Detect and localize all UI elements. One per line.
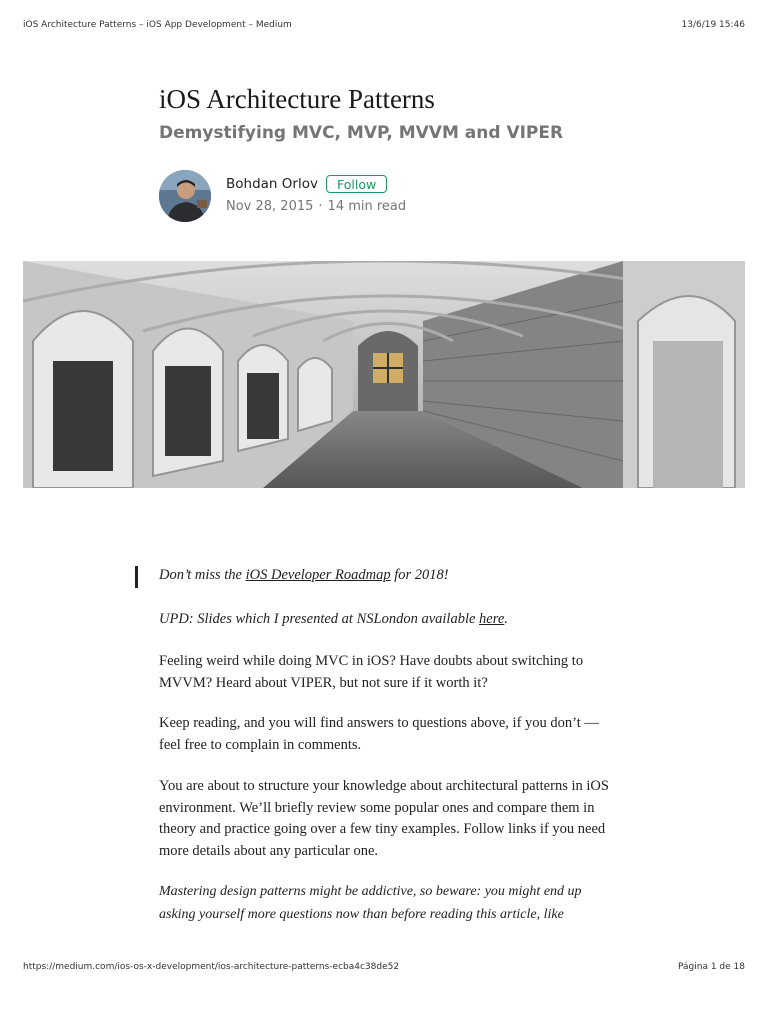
slides-link[interactable]: here bbox=[479, 611, 505, 627]
publish-date: Nov 28, 2015 bbox=[226, 199, 314, 214]
cloister-arches-photo-icon bbox=[23, 261, 745, 488]
paragraph-2-text: Keep reading, and you will find answers to questions above, if you don’t —feel free to complain in comments. bbox=[159, 715, 599, 753]
author-avatar[interactable] bbox=[159, 170, 211, 222]
paragraph-4 bbox=[159, 881, 607, 926]
follow-button[interactable]: Follow bbox=[326, 175, 387, 193]
paragraph-3-text: You are about to structure your knowledge about architectural patterns in iOS environment. We’ll briefly review some popular ones and compare them in theory and practice going over a few tiny examples. Follow links if you need more details about any particular one. bbox=[159, 778, 609, 859]
paragraph-2 bbox=[159, 713, 609, 756]
meta-separator: · bbox=[318, 199, 323, 214]
quote-prefix: Don’t miss the bbox=[159, 567, 246, 583]
article-title: iOS Architecture Patterns bbox=[159, 84, 435, 114]
paragraph-4-text: Mastering design patterns might be addictive, so beware: you might end up asking yourself more questions now than before reading this article, like bbox=[159, 884, 582, 922]
author-name[interactable]: Bohdan Orlov bbox=[226, 176, 318, 192]
upd-prefix: UPD: Slides which I presented at NSLondon available bbox=[159, 611, 480, 627]
roadmap-link[interactable]: iOS Developer Roadmap bbox=[245, 567, 391, 583]
print-header-datetime: 13/6/19 15:46 bbox=[681, 20, 745, 30]
paragraph-1 bbox=[159, 651, 609, 694]
quote-bar bbox=[135, 566, 138, 588]
roadmap-quote bbox=[159, 565, 609, 587]
print-footer-url: https://medium.com/ios-os-x-development/ios-architecture-patterns-ecba4c38de52 bbox=[23, 962, 400, 972]
print-header bbox=[23, 20, 745, 30]
hero-image bbox=[23, 261, 745, 488]
print-footer bbox=[23, 962, 745, 972]
upd-paragraph bbox=[159, 609, 609, 631]
print-footer-page: Página 1 de 18 bbox=[678, 962, 745, 972]
article-meta bbox=[226, 199, 406, 214]
paragraph-1-text: Feeling weird while doing MVC in iOS? Have doubts about switching to MVVM? Heard about VIPER, but not sure if it worth it? bbox=[159, 653, 584, 691]
paragraph-3 bbox=[159, 776, 609, 862]
quote-suffix: for 2018! bbox=[390, 567, 449, 583]
print-header-title: iOS Architecture Patterns – iOS App Development – Medium bbox=[23, 20, 292, 30]
article-subtitle: Demystifying MVC, MVP, MVVM and VIPER bbox=[159, 123, 564, 143]
avatar-portrait-icon bbox=[159, 170, 211, 222]
upd-suffix: . bbox=[504, 611, 508, 627]
read-time: 14 min read bbox=[327, 199, 407, 214]
